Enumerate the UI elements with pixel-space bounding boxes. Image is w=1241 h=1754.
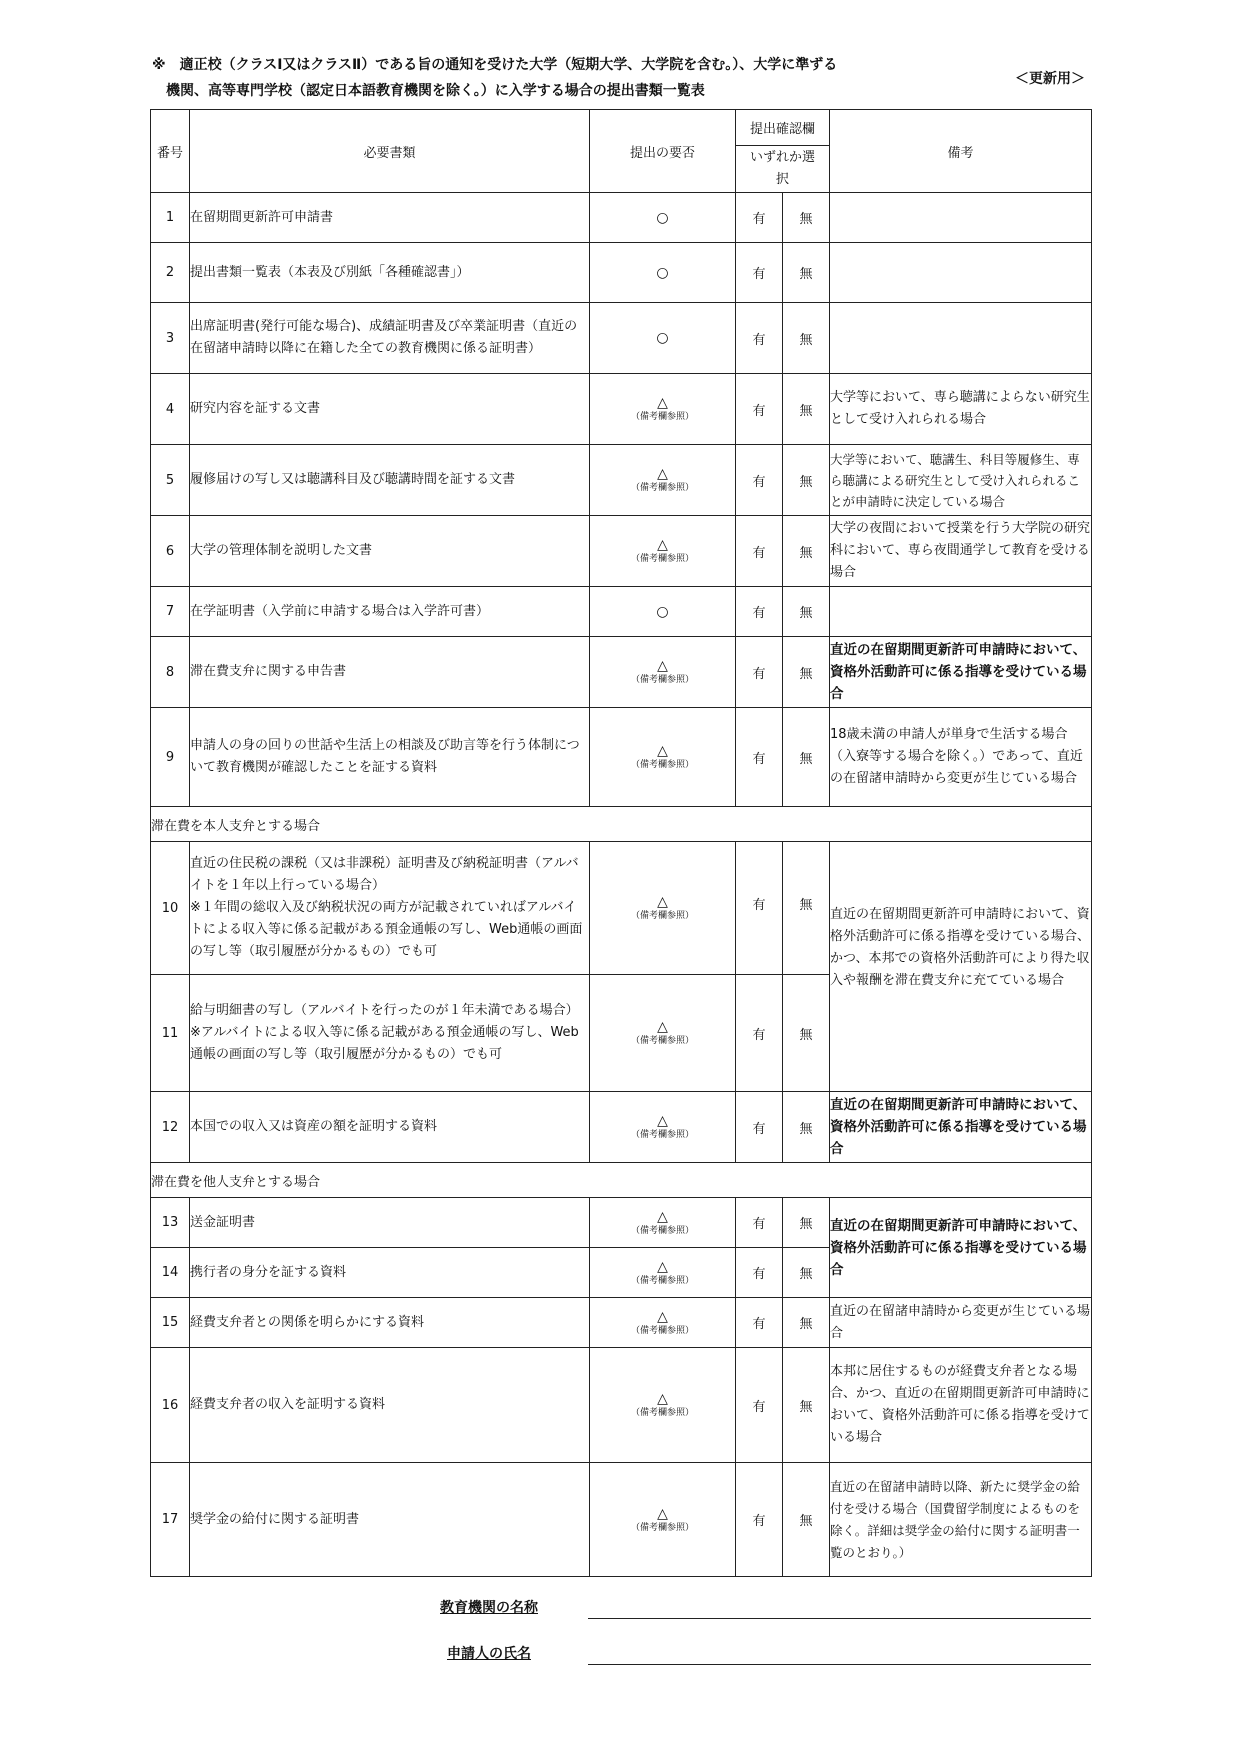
required-mark: ○	[656, 603, 669, 620]
table-row	[151, 1298, 1092, 1348]
section-other-support: 滞在費を他人支弁とする場合	[151, 1163, 1092, 1198]
institution-name-label: 教育機関の名称	[440, 1600, 538, 1616]
table-row	[151, 516, 1092, 587]
document-name: 本国での収入又は資産の額を証明する資料	[190, 1092, 590, 1163]
no-option[interactable]: 無	[783, 708, 830, 807]
see-notes-label: （備考欄参照）	[630, 412, 694, 422]
document-name: 携行者の身分を証する資料	[190, 1248, 590, 1298]
yes-option[interactable]: 有	[736, 708, 783, 807]
see-notes-label: （備考欄参照）	[630, 1036, 694, 1046]
yes-option[interactable]: 有	[736, 1198, 783, 1248]
yes-option[interactable]: 有	[736, 1248, 783, 1298]
conditional-mark: △	[657, 1505, 668, 1522]
table-row	[151, 1463, 1092, 1577]
conditional-mark: △	[657, 1113, 668, 1129]
table-row	[151, 243, 1092, 303]
note-cell: 直近の在留期間更新許可申請時において、資格外活動許可に係る指導を受けている場合	[830, 1092, 1092, 1163]
header-required: 提出の要否	[590, 110, 736, 193]
see-notes-label: （備考欄参照）	[630, 911, 694, 921]
conditional-mark: △	[657, 743, 668, 759]
no-option[interactable]: 無	[783, 1198, 830, 1248]
no-option[interactable]: 無	[783, 193, 830, 243]
row-number: 5	[151, 445, 190, 516]
note-cell: 直近の在留諸申請時以降、新たに奨学金の給付を受ける場合（国費留学制度によるものを除く。詳細は奨学金の給付に関する証明書一覧のとおり。）	[830, 1463, 1092, 1577]
required-mark: ○	[656, 330, 669, 346]
row-number: 1	[151, 193, 190, 243]
row-number: 16	[151, 1348, 190, 1463]
document-name: 経費支弁者との関係を明らかにする資料	[190, 1298, 590, 1348]
no-option[interactable]: 無	[783, 1092, 830, 1163]
no-option[interactable]: 無	[783, 587, 830, 637]
header-notes: 備考	[830, 110, 1092, 193]
renewal-badge: ＜更新用＞	[1015, 71, 1085, 87]
conditional-mark: △	[657, 1308, 668, 1325]
no-option[interactable]: 無	[783, 1463, 830, 1577]
note-cell	[830, 243, 1092, 303]
table-row	[151, 842, 1092, 975]
see-notes-label: （備考欄参照）	[630, 1325, 694, 1336]
no-option[interactable]: 無	[783, 374, 830, 445]
yes-option[interactable]: 有	[736, 975, 783, 1092]
note-cell: 直近の在留期間更新許可申請時において、資格外活動許可に係る指導を受けている場合	[830, 637, 1092, 708]
applicant-name-label: 申請人の氏名	[447, 1646, 531, 1662]
required-mark: ○	[656, 209, 669, 226]
conditional-mark: △	[657, 1258, 668, 1275]
yes-option[interactable]: 有	[736, 1092, 783, 1163]
row-number: 8	[151, 637, 190, 708]
header-check-sub: いずれか選択	[736, 146, 830, 193]
document-name: 奨学金の給付に関する証明書	[190, 1463, 590, 1577]
row-number: 14	[151, 1248, 190, 1298]
table-row	[151, 193, 1092, 243]
title-line-1: ※ 適正校（クラスⅠ又はクラスⅡ）である旨の通知を受けた大学（短期大学、大学院を含む。）、大学に準ずる	[152, 57, 838, 73]
header-document: 必要書類	[190, 110, 590, 193]
note-cell	[830, 587, 1092, 637]
note-cell: 大学の夜間において授業を行う大学院の研究科において、専ら夜間通学して教育を受ける場合	[830, 516, 1092, 587]
conditional-mark: △	[657, 894, 668, 910]
yes-option[interactable]: 有	[736, 445, 783, 516]
section-self-support: 滞在費を本人支弁とする場合	[151, 807, 1092, 842]
document-name: 送金証明書	[190, 1198, 590, 1248]
institution-name-field[interactable]	[588, 1618, 1091, 1619]
row-number: 17	[151, 1463, 190, 1577]
no-option[interactable]: 無	[783, 1298, 830, 1348]
table-row	[151, 1092, 1092, 1163]
table-row	[151, 637, 1092, 708]
required-mark: ○	[656, 264, 669, 281]
note-cell: 18歳未満の申請人が単身で生活する場合（入寮等する場合を除く。）であって、直近の在留諸申請時から変更が生じている場合	[830, 708, 1092, 807]
note-cell	[830, 303, 1092, 374]
see-notes-label: （備考欄参照）	[630, 483, 694, 493]
conditional-mark: △	[657, 658, 668, 674]
document-name: 直近の住民税の課税（又は非課税）証明書及び納税証明書（アルバイトを１年以上行っている場合）	[190, 856, 579, 893]
see-notes-label: （備考欄参照）	[630, 1275, 694, 1286]
table-row	[151, 374, 1092, 445]
section-row	[151, 807, 1092, 842]
applicant-name-field[interactable]	[588, 1664, 1091, 1665]
yes-option[interactable]: 有	[736, 1298, 783, 1348]
table-row	[151, 445, 1092, 516]
note-cell: 大学等において、聴講生、科目等履修生、専ら聴講による研究生として受け入れられることが申請時に決定している場合	[830, 445, 1092, 516]
yes-option[interactable]: 有	[736, 1348, 783, 1463]
row-number: 2	[151, 243, 190, 303]
document-name: 申請人の身の回りの世話や生活上の相談及び助言等を行う体制について教育機関が確認したことを証する資料	[190, 708, 590, 807]
row-number: 11	[151, 975, 190, 1092]
row-number: 10	[151, 842, 190, 975]
see-notes-label: （備考欄参照）	[630, 554, 694, 564]
no-option[interactable]: 無	[783, 1348, 830, 1463]
no-option[interactable]: 無	[783, 637, 830, 708]
table-row	[151, 1348, 1092, 1463]
row-number: 13	[151, 1198, 190, 1248]
row-number: 6	[151, 516, 190, 587]
table-row	[151, 587, 1092, 637]
no-option[interactable]: 無	[783, 1248, 830, 1298]
document-name: 経費支弁者の収入を証明する資料	[190, 1348, 590, 1463]
header-check-group: 提出確認欄	[736, 110, 830, 146]
document-name: 在学証明書（入学前に申請する場合は入学許可書）	[190, 587, 590, 637]
document-title	[152, 52, 837, 104]
no-option[interactable]: 無	[783, 303, 830, 374]
yes-option[interactable]: 有	[736, 637, 783, 708]
table-row	[151, 303, 1092, 374]
note-cell: 直近の在留期間更新許可申請時において、資格外活動許可に係る指導を受けている場合	[830, 1198, 1092, 1298]
see-notes-label: （備考欄参照）	[630, 1408, 694, 1418]
document-name: 給与明細書の写し（アルバイトを行ったのが１年未満である場合）	[190, 1003, 579, 1018]
see-notes-label: （備考欄参照）	[630, 675, 694, 685]
document-name: 滞在費支弁に関する申告書	[190, 637, 590, 708]
note-cell: 直近の在留期間更新許可申請時において、資格外活動許可に係る指導を受けている場合、かつ、本邦での資格外活動許可により得た収入や報酬を滞在費支弁に充てている場合	[830, 842, 1092, 1092]
document-name: 研究内容を証する文書	[190, 374, 590, 445]
see-notes-label: （備考欄参照）	[630, 1225, 694, 1236]
conditional-mark: △	[657, 1208, 668, 1225]
document-name: 在留期間更新許可申請書	[190, 193, 590, 243]
yes-option[interactable]: 有	[736, 516, 783, 587]
yes-option[interactable]: 有	[736, 842, 783, 975]
no-option[interactable]: 無	[783, 516, 830, 587]
note-cell	[830, 193, 1092, 243]
title-line-2: 機関、高等専門学校（認定日本語教育機関を除く。）に入学する場合の提出書類一覧表	[166, 83, 705, 99]
no-option[interactable]: 無	[783, 445, 830, 516]
yes-option[interactable]: 有	[736, 243, 783, 303]
table-row	[151, 1198, 1092, 1248]
document-name: 大学の管理体制を説明した文書	[190, 516, 590, 587]
conditional-mark: △	[657, 1391, 668, 1407]
row-number: 12	[151, 1092, 190, 1163]
row-number: 4	[151, 374, 190, 445]
conditional-mark: △	[657, 537, 668, 553]
document-name: 履修届けの写し又は聴講科目及び聴講時間を証する文書	[190, 445, 590, 516]
no-option[interactable]: 無	[783, 243, 830, 303]
note-cell: 本邦に居住するものが経費支弁者となる場合、かつ、直近の在留期間更新許可申請時において、資格外活動許可に係る指導を受けている場合	[830, 1348, 1092, 1463]
document-name: 提出書類一覧表（本表及び別紙「各種確認書」）	[190, 243, 590, 303]
yes-option[interactable]: 有	[736, 587, 783, 637]
conditional-mark: △	[657, 466, 668, 482]
document-name: 出席証明書(発行可能な場合)、成績証明書及び卒業証明書（直近の在留諸申請時以降に在籍した全ての教育機関に係る証明書）	[190, 303, 590, 374]
row-number: 9	[151, 708, 190, 807]
table-row	[151, 708, 1092, 807]
see-notes-label: （備考欄参照）	[630, 760, 694, 770]
no-option[interactable]: 無	[783, 842, 830, 975]
conditional-mark: △	[657, 1019, 668, 1035]
row-number: 7	[151, 587, 190, 637]
yes-option[interactable]: 有	[736, 303, 783, 374]
section-row	[151, 1163, 1092, 1198]
note-cell: 大学等において、専ら聴講によらない研究生として受け入れられる場合	[830, 374, 1092, 445]
yes-option[interactable]: 有	[736, 1463, 783, 1577]
documents-table	[150, 109, 1092, 1577]
no-option[interactable]: 無	[783, 975, 830, 1092]
document-remark: ※１年間の総収入及び納税状況の両方が記載されていればアルバイトによる収入等に係る記載がある預金通帳の写し、Web通帳の画面の写し等（取引履歴が分かるもの）でも可	[190, 900, 583, 959]
document-remark: ※アルバイトによる収入等に係る記載がある預金通帳の写し、Web通帳の画面の写し等（取引履歴が分かるもの）でも可	[190, 1025, 579, 1062]
see-notes-label: （備考欄参照）	[630, 1522, 694, 1533]
yes-option[interactable]: 有	[736, 193, 783, 243]
row-number: 15	[151, 1298, 190, 1348]
row-number: 3	[151, 303, 190, 374]
see-notes-label: （備考欄参照）	[630, 1130, 694, 1140]
header-number: 番号	[151, 110, 190, 193]
note-cell: 直近の在留諸申請時から変更が生じている場合	[830, 1298, 1092, 1348]
conditional-mark: △	[657, 395, 668, 411]
yes-option[interactable]: 有	[736, 374, 783, 445]
